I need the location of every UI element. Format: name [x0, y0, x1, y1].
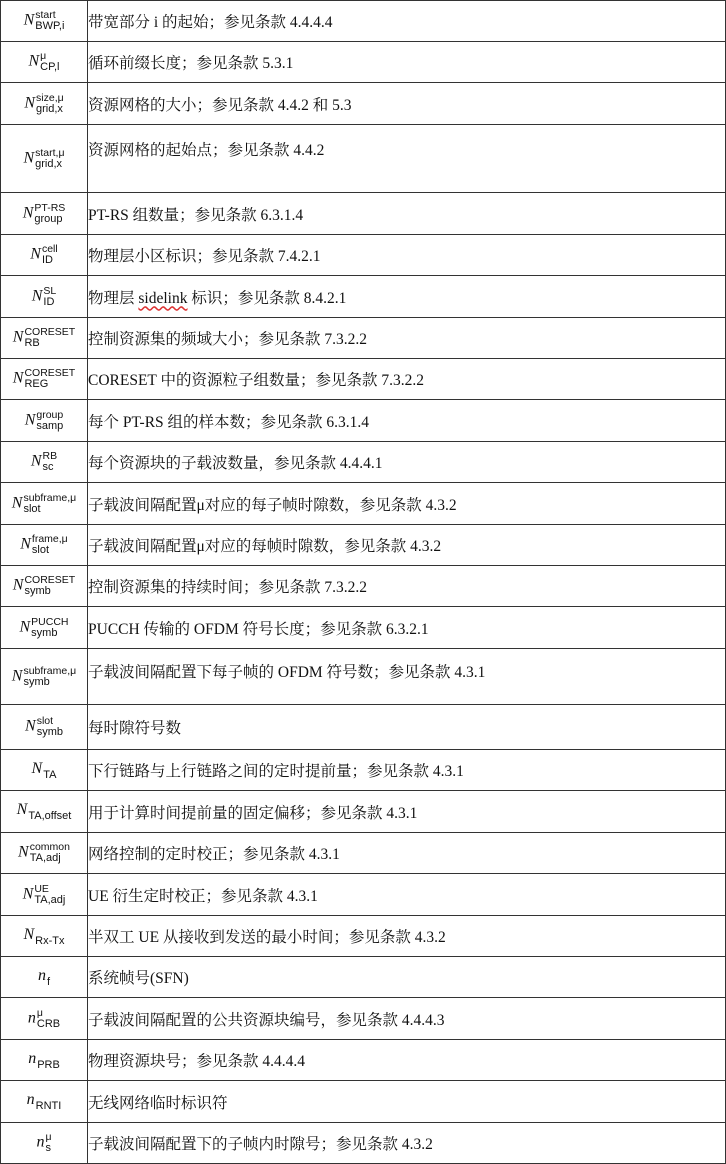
table-row [1, 750, 726, 791]
table-row [1, 833, 726, 874]
table-row [1, 566, 726, 607]
table-row [1, 483, 726, 525]
description-cell: 每个 PT-RS 组的样本数；参见条款 6.3.1.4 [88, 400, 726, 442]
symbol-cell: N CORESET REG [1, 359, 88, 400]
table-row [1, 235, 726, 276]
symbol-cell: N start,μ grid,x [1, 125, 88, 193]
description-cell: 下行链路与上行链路之间的定时提前量；参见条款 4.3.1 [88, 750, 726, 791]
description-cell: 子载波间隔配置的公共资源块编号，参见条款 4.4.4.3 [88, 998, 726, 1040]
description-cell: 每个资源块的子载波数量，参见条款 4.4.4.1 [88, 442, 726, 483]
symbol-cell: N PT-RS group [1, 193, 88, 235]
description-cell: 系统帧号(SFN) [88, 957, 726, 998]
symbol-cell: N start BWP,i [1, 1, 88, 42]
table-row [1, 400, 726, 442]
description-cell: 子载波间隔配置μ对应的每子帧时隙数，参见条款 4.3.2 [88, 483, 726, 525]
description-cell: 循环前缀长度；参见条款 5.3.1 [88, 42, 726, 83]
table-row [1, 957, 726, 998]
symbol-cell: N slot symb [1, 705, 88, 750]
symbol-cell: NTA,offset [1, 791, 88, 833]
table-row [1, 1, 726, 42]
table-row [1, 193, 726, 235]
description-cell: PT-RS 组数量；参见条款 6.3.1.4 [88, 193, 726, 235]
symbol-cell: N CORESET RB [1, 318, 88, 359]
description-cell: 物理资源块号；参见条款 4.4.4.4 [88, 1040, 726, 1081]
description-cell: PUCCH 传输的 OFDM 符号长度；参见条款 6.3.2.1 [88, 607, 726, 649]
description-cell: 物理层 sidelink 标识；参见条款 8.4.2.1 [88, 276, 726, 318]
table-row [1, 705, 726, 750]
description-cell: 半双工 UE 从接收到发送的最小时间；参见条款 4.3.2 [88, 916, 726, 957]
table-row [1, 1040, 726, 1081]
table-row [1, 125, 726, 193]
symbol-cell: N UE TA,adj [1, 874, 88, 916]
table-row [1, 442, 726, 483]
description-cell: 网络控制的定时校正；参见条款 4.3.1 [88, 833, 726, 874]
symbol-cell: NTA [1, 750, 88, 791]
symbol-cell: N common TA,adj [1, 833, 88, 874]
description-cell: 资源网格的大小；参见条款 4.4.2 和 5.3 [88, 83, 726, 125]
description-cell: 每时隙符号数 [88, 705, 726, 750]
table-row [1, 998, 726, 1040]
table-row [1, 916, 726, 957]
symbol-cell: nPRB [1, 1040, 88, 1081]
symbol-cell: N group samp [1, 400, 88, 442]
table-row [1, 607, 726, 649]
table-row [1, 1123, 726, 1164]
symbol-cell: N frame,μ slot [1, 525, 88, 566]
table-row [1, 318, 726, 359]
symbol-cell: N cell ID [1, 235, 88, 276]
symbol-cell: NRx-Tx [1, 916, 88, 957]
table-row [1, 874, 726, 916]
table-row [1, 1081, 726, 1123]
table-row [1, 359, 726, 400]
description-cell: 控制资源集的持续时间；参见条款 7.3.2.2 [88, 566, 726, 607]
symbol-cell: nf [1, 957, 88, 998]
description-cell: 无线网络临时标识符 [88, 1081, 726, 1123]
symbol-cell: N SL ID [1, 276, 88, 318]
table-row [1, 42, 726, 83]
symbol-cell: N μ CP,l [1, 42, 88, 83]
symbol-cell: n μ s [1, 1123, 88, 1164]
description-cell: 资源网格的起始点；参见条款 4.4.2 [88, 125, 726, 193]
symbol-cell: N RB sc [1, 442, 88, 483]
description-cell: 子载波间隔配置下的子帧内时隙号；参见条款 4.3.2 [88, 1123, 726, 1164]
symbol-cell: N subframe,μ symb [1, 649, 88, 705]
spellcheck-marked-word: sidelink [138, 289, 188, 307]
table-row [1, 83, 726, 125]
description-cell: 子载波间隔配置μ对应的每帧时隙数，参见条款 4.3.2 [88, 525, 726, 566]
description-cell: CORESET 中的资源粒子组数量；参见条款 7.3.2.2 [88, 359, 726, 400]
description-cell: 控制资源集的频域大小；参见条款 7.3.2.2 [88, 318, 726, 359]
symbol-cell: N CORESET symb [1, 566, 88, 607]
description-cell: 用于计算时间提前量的固定偏移；参见条款 4.3.1 [88, 791, 726, 833]
symbol-cell: nRNTI [1, 1081, 88, 1123]
description-cell: 子载波间隔配置下每子帧的 OFDM 符号数；参见条款 4.3.1 [88, 649, 726, 705]
symbol-cell: N PUCCH symb [1, 607, 88, 649]
table-row [1, 649, 726, 705]
description-cell: 带宽部分 i 的起始；参见条款 4.4.4.4 [88, 1, 726, 42]
symbol-cell: n μ CRB [1, 998, 88, 1040]
table-row [1, 276, 726, 318]
table-row [1, 791, 726, 833]
description-cell: 物理层小区标识；参见条款 7.4.2.1 [88, 235, 726, 276]
description-cell: UE 衍生定时校正；参见条款 4.3.1 [88, 874, 726, 916]
table-row [1, 525, 726, 566]
symbol-cell: N subframe,μ slot [1, 483, 88, 525]
symbol-cell: N size,μ grid,x [1, 83, 88, 125]
